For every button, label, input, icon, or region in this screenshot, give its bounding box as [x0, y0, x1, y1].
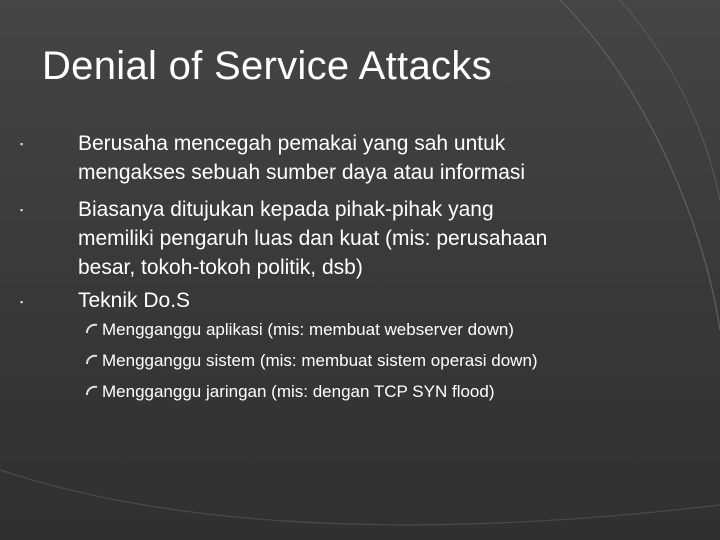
arc-bullet-icon: [85, 384, 99, 398]
arc-bullet-icon: [85, 353, 99, 367]
bullet-line: Berusaha mencegah pemakai yang sah untuk: [78, 132, 506, 155]
decorative-curve: [0, 470, 720, 525]
bullet-line: Biasanya ditujukan kepada pihak-pihak yang: [78, 198, 494, 221]
bullet-marker: ▪: [20, 205, 24, 215]
bullet-marker: ▪: [20, 139, 24, 149]
sub-bullet-line: Mengganggu sistem (mis: membuat sistem operasi down): [102, 351, 538, 370]
bullet-line: memiliki pengaruh luas dan kuat (mis: perusahaan: [78, 227, 548, 250]
slide-title: Denial of Service Attacks: [42, 44, 492, 88]
bullet-line: besar, tokoh-tokoh politik, dsb): [78, 256, 363, 279]
arc-bullet-icon: [85, 322, 99, 336]
bullet-line: Teknik Do.S: [78, 289, 191, 312]
sub-bullet-line: Mengganggu aplikasi (mis: membuat webserver down): [102, 320, 514, 339]
bullet-marker: ▪: [20, 297, 24, 307]
sub-bullet-line: Mengganggu jaringan (mis: dengan TCP SYN flood): [102, 382, 495, 401]
bullet-line: mengakses sebuah sumber daya atau informasi: [78, 161, 526, 184]
